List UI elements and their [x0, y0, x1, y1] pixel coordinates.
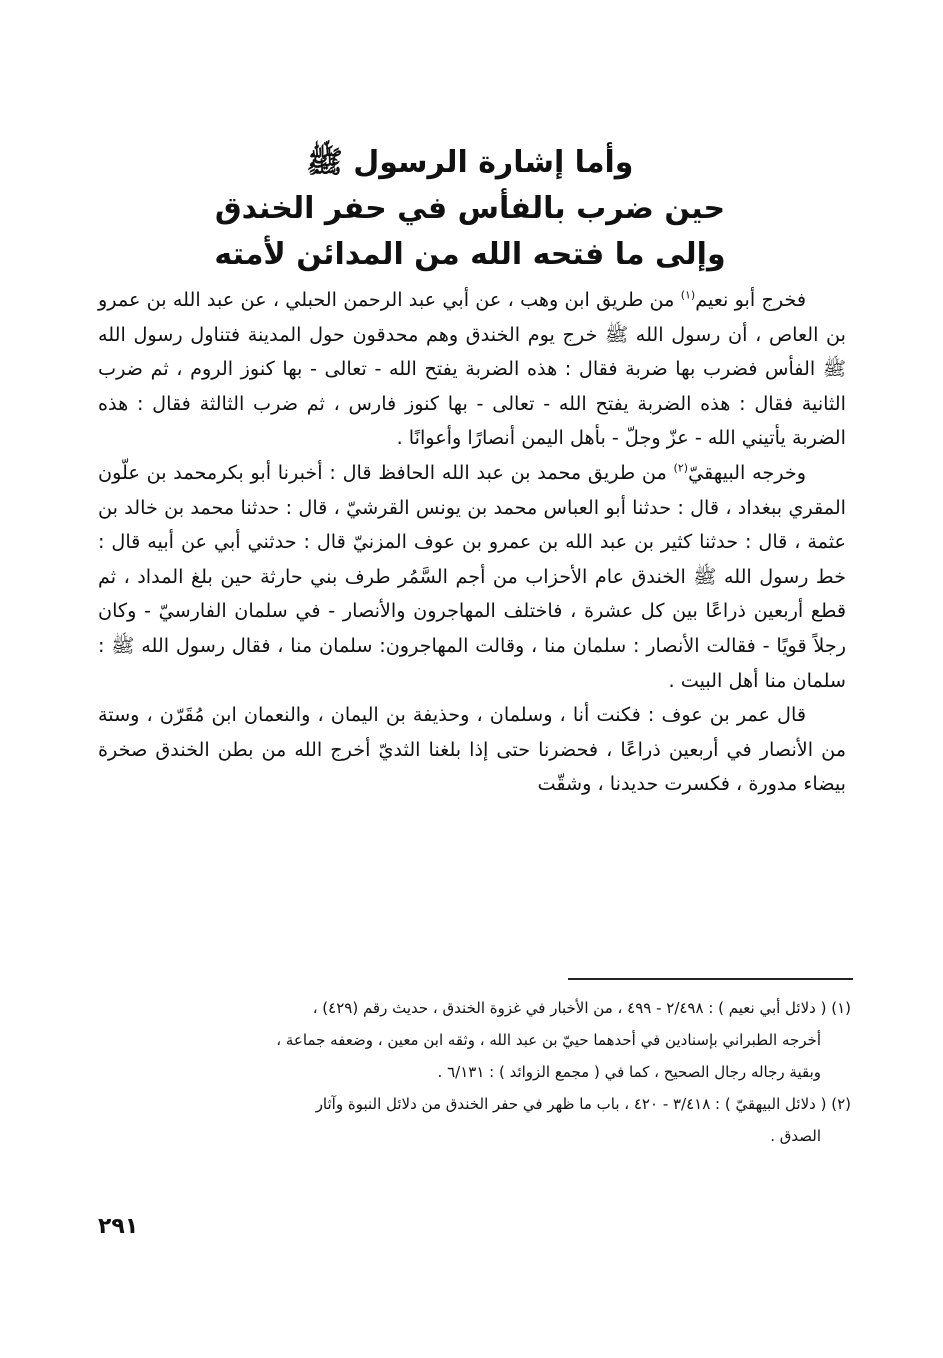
heading-line-3: وإلى ما فتحه الله من المدائن لأمته [214, 237, 726, 272]
footnote-1-line-2: أخرجه الطبراني بإسنادين في أحدهما حييّ بن عبد الله ، وثقه ابن معين ، وضعفه جماعة ، [276, 1031, 821, 1049]
chapter-heading [150, 140, 790, 278]
footnote-divider [568, 978, 853, 980]
page-number: ٢٩١ [98, 1214, 139, 1239]
paragraph-2-start: وخرجه البيهقيّ [688, 460, 807, 484]
paragraph-1-rest: من طريق ابن وهب ، عن أبي عبد الرحمن الحبلي ، عن عبد الله بن عمرو بن العاص ، أن رسول الله ﷺ خرج يوم الخندق وهم محدقون حول المدينة فتناول رسول الله ﷺ الفأس فضرب بها ضربة فقال : هذه الضربة يفتح الله - تعالى - بها كنوز الروم ، ثم ضرب الثانية فقال : هذه الضربة يفتح الله - تعالى - بها كنوز فارس ، ثم ضرب الثالثة فقال : هذه الضربة يأتيني الله - عزّ وجلّ - بأهل اليمن أنصارًا وأعوانًا . [98, 288, 846, 450]
footnote-1 [98, 992, 851, 1088]
footnote-ref-1: (١) [680, 288, 696, 302]
footnote-ref-2: (٢) [673, 461, 689, 475]
footnote-1-line-3: وبقية رجاله رجال الصحيح ، كما في ( مجمع الزوائد ) : ٦/١٣١ . [437, 1063, 821, 1081]
footnote-1-line-1: (١) ( دلائل أبي نعيم ) : ٢/٤٩٨ - ٤٩٩ ، من الأخبار في غزوة الخندق ، حديث رقم (٤٢٩) ، [312, 999, 851, 1017]
paragraph-1-start: فخرج أبو نعيم [695, 288, 806, 311]
body-text [98, 283, 846, 802]
footnote-2-line-2: الصدق . [770, 1127, 821, 1145]
paragraph-1 [98, 283, 846, 456]
footnote-2 [98, 1088, 851, 1152]
footnotes [98, 992, 851, 1152]
heading-line-1: وأما إشارة الرسول ﷺ [306, 145, 634, 180]
heading-line-2: حين ضرب بالفأس في حفر الخندق [214, 191, 726, 226]
paragraph-3: قال عمر بن عوف : فكنت أنا ، وسلمان ، وحذيفة بن اليمان ، والنعمان ابن مُقَرّن ، وستة من الأنصار في أربعين ذراعًا ، فحضرنا حتى إذا بلغنا الثديّ أخرج الله من بطن الخندق صخرة بيضاء مدورة ، فكسرت حديدنا ، وشقّت [98, 703, 846, 796]
paragraph-2 [98, 456, 846, 698]
footnote-2-line-1: (٢) ( دلائل البيهقيّ ) : ٣/٤١٨ - ٤٢٠ ، باب ما ظهر في حفر الخندق من دلائل النبوة وآثار [315, 1095, 851, 1113]
paragraph-2-rest: من طريق محمد بن عبد الله الحافظ قال : أخبرنا أبو بكرمحمد بن علّون المقري ببغداد ، قال : حدثنا أبو العباس محمد بن يونس القرشيّ ، قال : حدثنا محمد بن خالد بن عثمة ، قال : حدثنا كثير بن عبد الله بن عمرو بن عوف المزنيّ قال : حدثني أبي عن أبيه قال : خط رسول الله ﷺ الخندق عام الأحزاب من أجم السَّمُر طرف بني حارثة حين بلغ المداد ، ثم قطع أربعين ذراعًا بين كل عشرة ، فاختلف المهاجرون والأنصار - في سلمان الفارسيّ - وكان رجلاً قويًا - فقالت الأنصار : سلمان منا ، وقالت المهاجرون: سلمان منا ، فقال رسول الله ﷺ : سلمان منا أهل البيت . [98, 460, 846, 692]
